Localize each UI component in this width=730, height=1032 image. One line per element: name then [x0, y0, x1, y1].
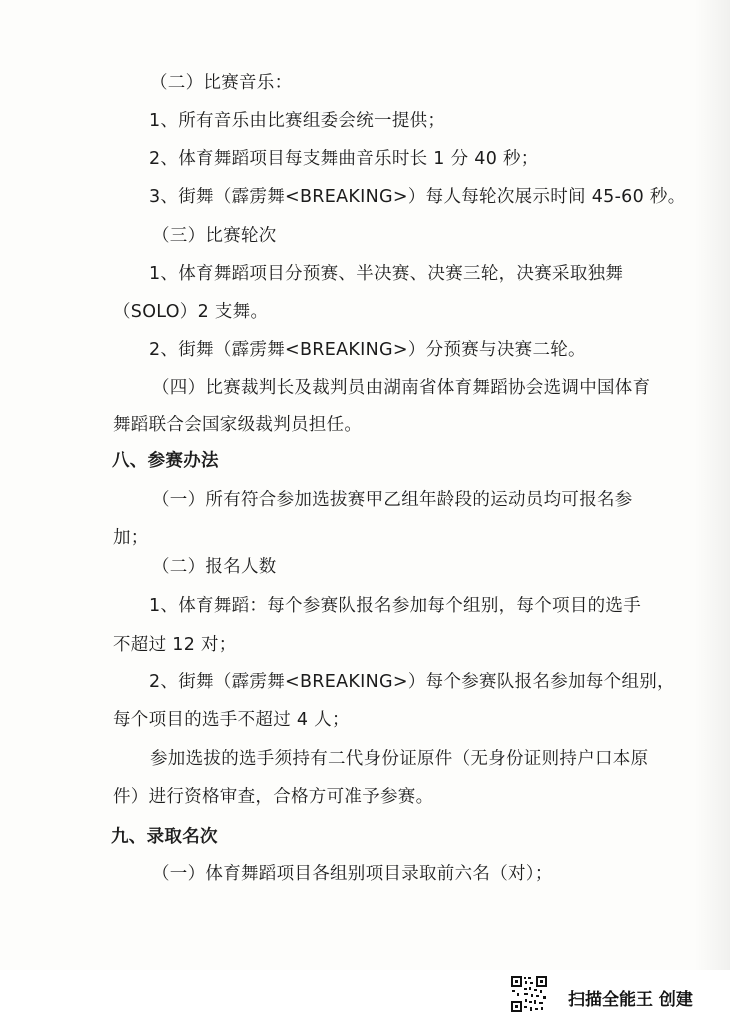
section-heading-music: （二）比赛音乐：: [150, 73, 293, 93]
section-heading-entrants: （二）报名人数: [152, 557, 277, 577]
paragraph-line: 2、街舞（霹雳舞<BREAKING>）分预赛与决赛二轮。: [149, 340, 586, 360]
paragraph-line: 舞蹈联合会国家级裁判员担任。: [113, 415, 363, 435]
paragraph-line: （SOLO）2 支舞。: [113, 302, 269, 322]
paragraph-line: 1、所有音乐由比赛组委会统一提供；: [149, 111, 446, 131]
paragraph-line: 件）进行资格审查，合格方可准予参赛。: [113, 787, 434, 807]
paragraph-line: 参加选拔的选手须持有二代身份证原件（无身份证则持户口本原: [150, 749, 649, 769]
paragraph-line: 加；: [113, 528, 149, 548]
qr-code-icon: [510, 975, 548, 1013]
paragraph-line: 1、体育舞蹈项目分预赛、半决赛、决赛三轮，决赛采取独舞: [149, 264, 624, 284]
scan-shadow: [694, 0, 730, 970]
section-heading-rounds: （三）比赛轮次: [152, 226, 277, 246]
paragraph-line: 3、街舞（霹雳舞<BREAKING>）每人每轮次展示时间 45-60 秒。: [149, 187, 686, 207]
scanner-brand-text: 扫描全能王 创建: [568, 990, 693, 1010]
paragraph-line: 每个项目的选手不超过 4 人；: [113, 710, 350, 730]
paragraph-line: 不超过 12 对；: [113, 635, 237, 655]
paragraph-line: 2、体育舞蹈项目每支舞曲音乐时长 1 分 40 秒；: [149, 149, 539, 169]
paragraph-line: 2、街舞（霹雳舞<BREAKING>）每个参赛队报名参加每个组别，: [149, 672, 675, 692]
paragraph-line: （一）所有符合参加选拔赛甲乙组年龄段的运动员均可报名参: [152, 490, 633, 510]
chapter-heading-entry-method: 八、参赛办法: [112, 451, 219, 471]
chapter-heading-ranking: 九、录取名次: [111, 827, 218, 847]
paragraph-line: （四）比赛裁判长及裁判员由湖南省体育舞蹈协会选调中国体育: [152, 378, 651, 398]
paragraph-line: 1、体育舞蹈：每个参赛队报名参加每个组别，每个项目的选手: [149, 596, 642, 616]
paragraph-line: （一）体育舞蹈项目各组别项目录取前六名（对）；: [152, 864, 553, 884]
